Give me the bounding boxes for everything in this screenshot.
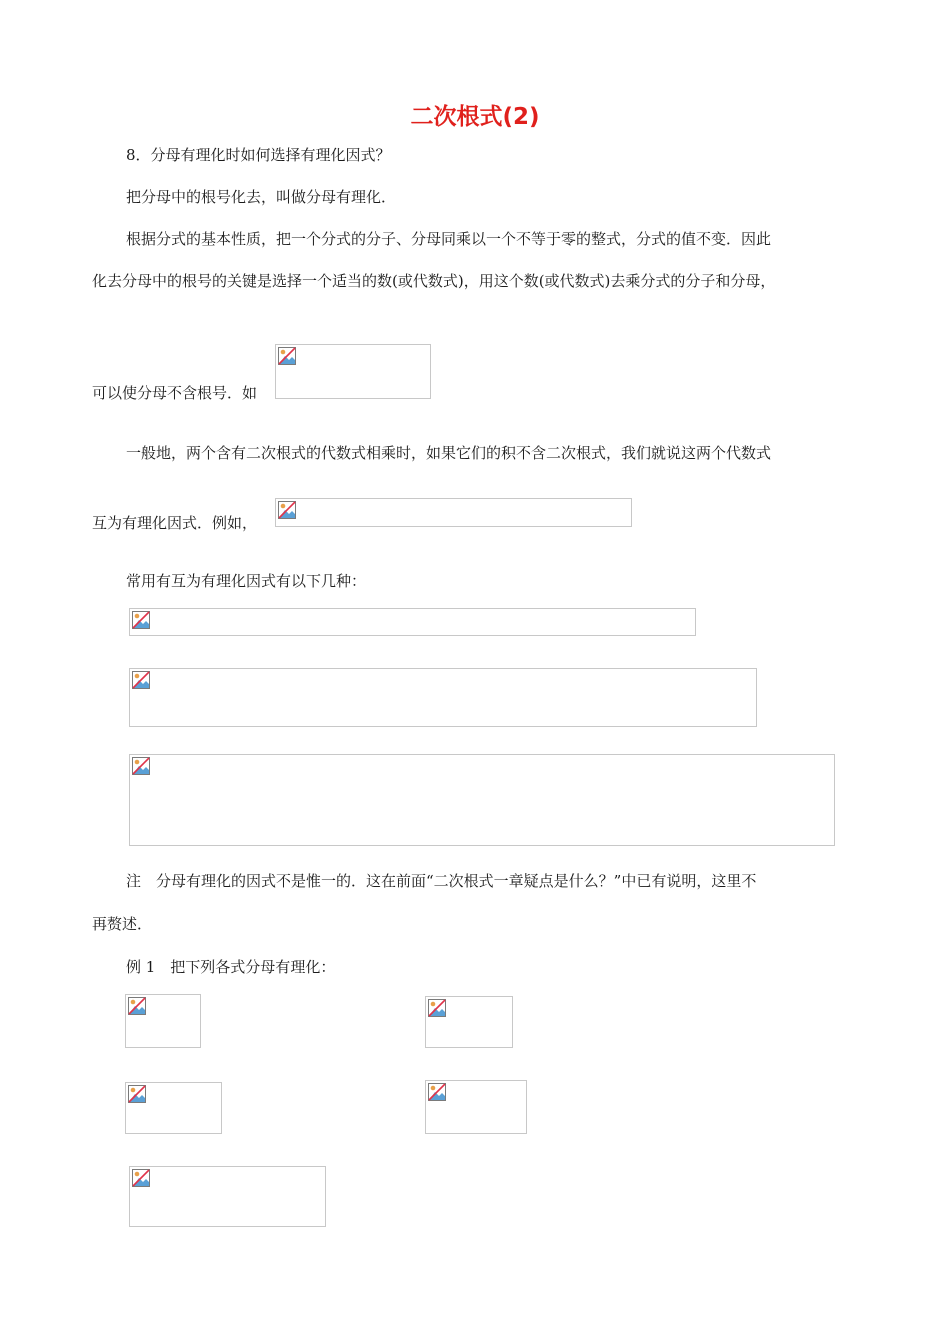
broken-image-icon [428,1083,446,1101]
question-8: 8．分母有理化时如何选择有理化因式？ [126,146,391,164]
note-text-line-1: 注 分母有理化的因式不是惟一的．这在前面“二次根式一章疑点是什么？”中已有说明，这里不 [126,872,757,890]
page-title: 二次根式(2) [410,104,540,130]
basis-text-line-2: 化去分母中的根号的关键是选择一个适当的数(或代数式)，用这个数(或代数式)去乘分式的分子和分母， [92,272,776,290]
common-factors-text: 常用有互为有理化因式有以下几种： [126,572,367,590]
broken-image-icon [132,671,150,689]
formula-image-common-2 [129,668,757,727]
formula-image-example-rationalize [275,344,431,399]
example-1-heading: 例 1 把下列各式分母有理化： [126,958,336,976]
broken-image-icon [128,997,146,1015]
broken-image-icon [278,501,296,519]
formula-image-factor-example [275,498,632,527]
broken-image-icon [132,1169,150,1187]
note-text-line-2: 再赘述． [92,915,153,933]
broken-image-icon [132,757,150,775]
definition-text: 把分母中的根号化去，叫做分母有理化． [126,188,397,206]
formula-image-example-1-3 [125,1082,222,1134]
basis-text-line-3: 可以使分母不含根号．如 [92,384,258,402]
broken-image-icon [278,347,296,365]
formula-image-example-1-2 [425,996,513,1048]
broken-image-icon [428,999,446,1017]
formula-image-example-1-4 [425,1080,527,1134]
general-text-line-1: 一般地，两个含有二次根式的代数式相乘时，如果它们的积不含二次根式，我们就说这两个代数式 [126,444,772,462]
formula-image-example-1-1 [125,994,201,1048]
formula-image-common-3 [129,754,835,846]
basis-text-line-1: 根据分式的基本性质，把一个分式的分子、分母同乘以一个不等于零的整式，分式的值不变．因此 [126,230,772,248]
formula-image-common-1 [129,608,696,636]
general-text-line-2: 互为有理化因式．例如， [92,514,258,532]
formula-image-example-1-5 [129,1166,326,1227]
broken-image-icon [132,611,150,629]
broken-image-icon [128,1085,146,1103]
